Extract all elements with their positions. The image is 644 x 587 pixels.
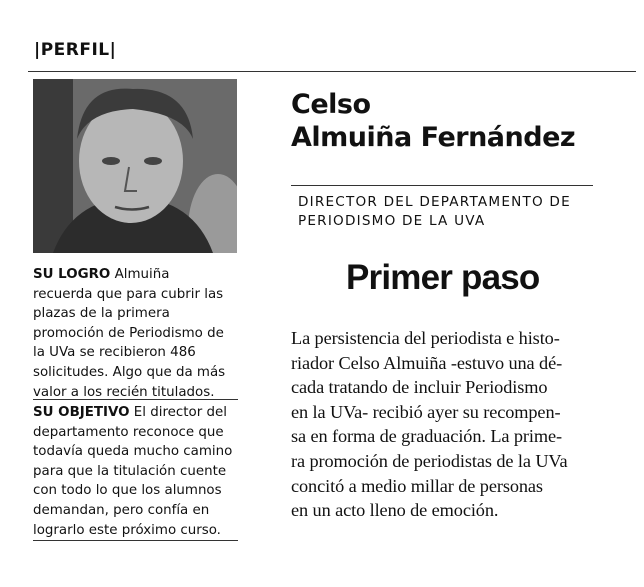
logro-text-line: recuerda que para cubrir las [33,286,224,302]
role-divider [291,185,593,186]
body-line: en un acto lleno de emoción. [291,500,499,521]
role-line: DIRECTOR DEL DEPARTAMENTO DE [298,194,571,210]
objetivo-text-line: todavía queda mucho camino [33,444,233,460]
objetivo-text-line: para que la titulación cuente [33,463,227,479]
objetivo-text-line: lograrlo este próximo curso. [33,522,221,538]
body-line: La persistencia del periodista e histo- [291,328,560,348]
article-headline: Primer paso [346,258,540,297]
profile-role [298,193,598,231]
logro-text-line: promoción de Periodismo de [33,325,224,341]
body-line: en la UVa- recibió ayer su recompen- [291,401,561,422]
caption-bottom-divider [33,540,238,541]
portrait-photo [33,79,237,253]
profile-name-first: Celso [291,89,371,120]
section-tag: |PERFIL| [34,40,117,60]
logro-caption [33,265,239,402]
profile-name-surnames: Almuiña Fernández [291,122,576,153]
objetivo-caption [33,403,239,540]
logro-text-line: la UVa se recibieron 486 [33,345,196,361]
objetivo-label: SU OBJETIVO [33,405,130,420]
body-line: sa en forma de graduación. La prime- [291,426,563,447]
objetivo-text-line: departamento reconoce que [33,424,224,440]
objetivo-text-line: demandan, pero confía en [33,502,210,518]
body-line: concitó a medio millar de personas [291,475,543,496]
logro-label: SU LOGRO [33,267,111,282]
caption-divider [33,399,238,400]
top-divider [28,71,636,72]
objetivo-text-line: con todo lo que los alumnos [33,483,222,499]
article-body [291,326,631,523]
profile-name [291,88,575,154]
role-line: PERIODISMO DE LA UVA [298,213,486,229]
body-line: cada tratando de incluir Periodismo [291,377,548,398]
body-line: riador Celso Almuiña -estuvo una dé- [291,352,563,373]
logro-text-line: plazas de la primera [33,306,170,322]
logro-text-line: valor a los recién titulados. [33,384,215,400]
objetivo-text-line: El director del [133,405,227,420]
logro-text-line: solicitudes. Algo que da más [33,364,226,380]
body-line: ra promoción de periodistas de la UVa [291,450,568,471]
logro-text-line: Almuiña [114,267,170,282]
